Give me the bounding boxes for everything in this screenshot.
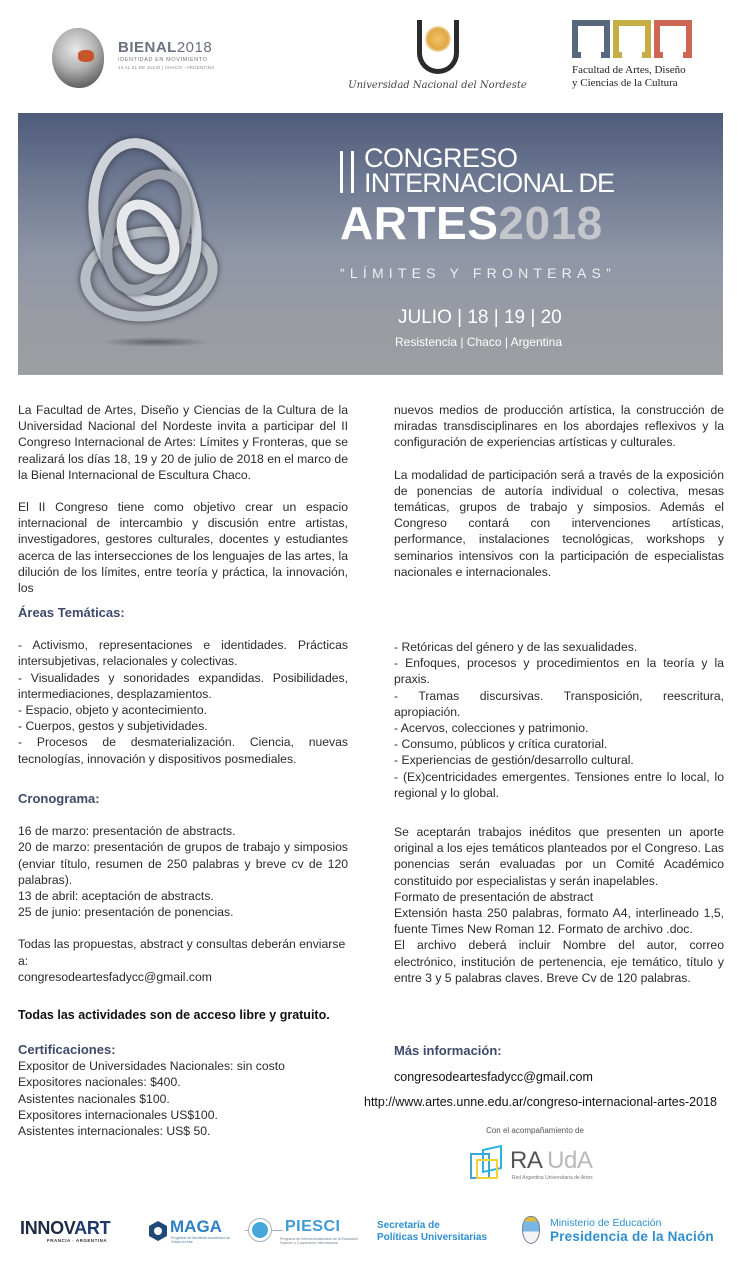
area-item: - Tramas discursivas. Transposición, reescritura, apropiación. [394,688,724,719]
ministry-name: Ministerio de Educación [550,1217,662,1229]
contact-text: Todas las propuestas, abstract y consultas deberán enviarse a: [18,937,346,968]
u-letter-icon [417,20,459,74]
maga-subtitle: Programa de Movilidad Académica de Grado en Arte [171,1236,230,1244]
area-item: - Retóricas del género y de las sexualidades. [394,640,638,654]
area-item: - (Ex)centricidades emergentes. Tensiones entre lo local, lo regional y lo global. [394,769,724,800]
banner-line-congreso: CONGRESO [364,143,518,173]
roman-numeral-ii [340,151,354,193]
area-item: - Acervos, colecciones y patrimonio. [394,721,589,736]
cronograma-heading: Cronograma: [18,791,100,806]
intro-paragraph-2-continued: nuevos medios de producción artística, la construcción de miradas transdisciplinares en los abordajes reflexivos y la configuración de experiencias artísticas y culturales. [394,403,724,450]
rauda-ra: RA [510,1147,542,1174]
presidency-name: Presidencia de la Nación [550,1229,714,1244]
innovart-innov: INNOV [20,1218,75,1238]
metal-sculpture-image [80,137,228,337]
schedule-item: 20 de marzo: presentación de grupos de trabajo y simposios (enviar título, resumen de 250 palabras y breve cv de 120 palabras). [18,840,348,887]
fadycc-name-line2: y Ciencias de la Cultura [572,77,678,89]
shell-sculpture-icon [52,28,104,88]
areas-right-column [394,639,724,801]
accompaniment-label: Con el acompañamiento de [486,1126,584,1135]
unne-logo [345,18,530,96]
rauda-uda: UdA [541,1147,593,1174]
banner-artes-word: ARTES [340,197,499,249]
banner-quote: “LÍMITES Y FRONTERAS” [340,265,616,281]
certificaciones-column [18,1042,348,1139]
bienal-title-year: 2018 [176,39,213,56]
area-item: - Cuerpos, gestos y subjetividades. [18,719,208,734]
intro-paragraph-2: El II Congreso tiene como objetivo crear un espacio internacional de intercambio y discusión entre artistas, investigadores, gestores culturales, docentes y estudiantes acerca de las intersecciones de los lenguajes de las artes, la dilución de los límites, entre teoría y práctica, la innovación, los [18,500,348,596]
sponsor-logos [0,1205,738,1255]
congress-banner [18,113,723,375]
schedule-item: 16 de marzo: presentación de abstracts. [18,824,236,839]
cert-item: Asistentes internacionales: US$ 50. [18,1124,211,1139]
cert-item: Expositores internacionales US$100. [18,1107,218,1122]
content-text: El archivo deberá incluir Nombre del autor, correo electrónico, institución de pertenencia, eje temático, título y entre 3 y 5 palabras claves. Breve Cv de 120 palabras. [394,938,724,985]
arch-icon [572,20,610,58]
rauda-logo [470,1145,620,1185]
intro-left-column [18,402,348,596]
banner-place: Resistencia | Chaco | Argentina [395,335,562,349]
area-item: - Experiencias de gestión/desarrollo cultural. [394,753,634,768]
bienal-logo [52,28,222,88]
sculpture-shadow [100,337,210,347]
more-info-heading: Más información: [394,1043,502,1058]
circle-target-icon [252,1222,268,1238]
rauda-subtitle: Red Argentina Universitaria de Artes [512,1175,593,1181]
area-item: - Visualidades y sonoridades expandidas. Posibilidades, intermediaciones, desplazamientos. [18,670,348,701]
innovart-art: ART [74,1218,111,1238]
intro-right-column [394,402,724,580]
area-item: - Consumo, públicos y crítica curatorial. [394,737,608,752]
areas-heading: Áreas Temáticas: [18,605,125,620]
fadycc-name-line1: Facultad de Artes, Diseño [572,64,686,76]
requirements-column [394,824,724,986]
bienal-subtitle: IDENTIDAD EN MOVIMIENTO [118,57,208,63]
national-shield-icon [522,1216,540,1244]
areas-left-column [18,605,348,767]
rauda-title [510,1147,592,1175]
piesci-subtitle: Programa de Internacionalización de la Educación Superior y Cooperación Internacional [280,1237,359,1245]
cube-icon [470,1147,504,1181]
cert-item: Expositor de Universidades Nacionales: sin costo [18,1059,285,1074]
fadycc-name [572,64,686,90]
banner-year: 2018 [498,197,603,249]
more-info-url-link[interactable]: http://www.artes.unne.edu.ar/congreso-internacional-artes-2018 [364,1095,717,1109]
bienal-title-bold: BIENAL [118,39,177,56]
hexagon-icon [149,1221,167,1241]
bienal-title [118,39,212,56]
arch-icon [654,20,692,58]
piesci-logo: PIESCI [285,1218,341,1235]
free-access-notice: Todas las actividades son de acceso libre y gratuito. [18,1008,330,1022]
banner-line-internacional: INTERNACIONAL DE [364,168,615,198]
contact-email-link[interactable]: congresodeartesfadycc@gmail.com [18,969,212,984]
cert-item: Expositores nacionales: $400. [18,1075,181,1090]
intro-paragraph-1: La Facultad de Artes, Diseño y Ciencias de la Cultura de la Universidad Nacional del Nordeste invita a participar del II Congreso Internacional de Artes: Límites y Fronteras, que se realizará los días 18, 19 y 20 de julio de 2018 en el marco de la Bienal Internacional de Escultura Chaco. [18,403,348,482]
area-item: - Enfoques, procesos y procedimientos en la teoría y la praxis. [394,656,724,687]
intro-paragraph-3: La modalidad de participación será a través de la exposición de ponencias de autoría individual o colectiva, mesas temáticas, grupos de trabajo y simposios. Además el Congreso contará con intervenciones artísticas, performance, instalaciones tecnológicas, workshops y seminarios intensivos con la participación de especialistas nacionales e internacionales. [394,467,724,579]
schedule-item: 25 de junio: presentación de ponencias. [18,905,234,920]
spu-logo [377,1220,487,1244]
requirements-paragraph: Se aceptarán trabajos inéditos que presenten un aporte original a los ejes temáticos planteados por el Congreso. Las ponencias serán evaluadas por un Comité Académico constituido por especialistas y serán inapelables. [394,825,724,888]
format-text: Extensión hasta 250 palabras, formato A4, interlineado 1,5, fuente Times New Roman 12. Formato de archivo .doc. [394,906,724,937]
banner-artes [340,197,603,249]
fadycc-logo [572,20,712,92]
more-info-email-link[interactable]: congresodeartesfadycc@gmail.com [394,1070,593,1084]
spu-line1: Secretaría de [377,1220,440,1231]
spu-line2: Políticas Universitarias [377,1232,488,1243]
banner-dates: JULIO | 18 | 19 | 20 [398,307,562,328]
schedule-item: 13 de abril: aceptación de abstracts. [18,889,214,904]
maga-logo: MAGA [170,1217,222,1236]
area-item: - Procesos de desmaterialización. Ciencia, nuevas tecnologías, innovación y dispositivos posmediales. [18,735,348,766]
unne-name: Universidad Nacional del Nordeste [348,80,527,91]
arch-icon [613,20,651,58]
area-item: - Espacio, objeto y acontecimiento. [18,703,208,718]
area-item: - Activismo, representaciones e identidades. Prácticas intersubjetivas, relacionales y colectivas. [18,638,348,669]
certificaciones-heading: Certificaciones: [18,1042,116,1057]
innovart-logo [20,1218,110,1239]
format-title: Formato de presentación de abstract [394,889,594,904]
cert-item: Asistentes nacionales $100. [18,1091,170,1106]
bienal-dates: 14 AL 21 DE JULIO | CHACO - ARGENTINA [118,65,215,70]
innovart-subtitle: FRANCIA · ARGENTINA [47,1238,108,1243]
cronograma-column [18,791,348,985]
